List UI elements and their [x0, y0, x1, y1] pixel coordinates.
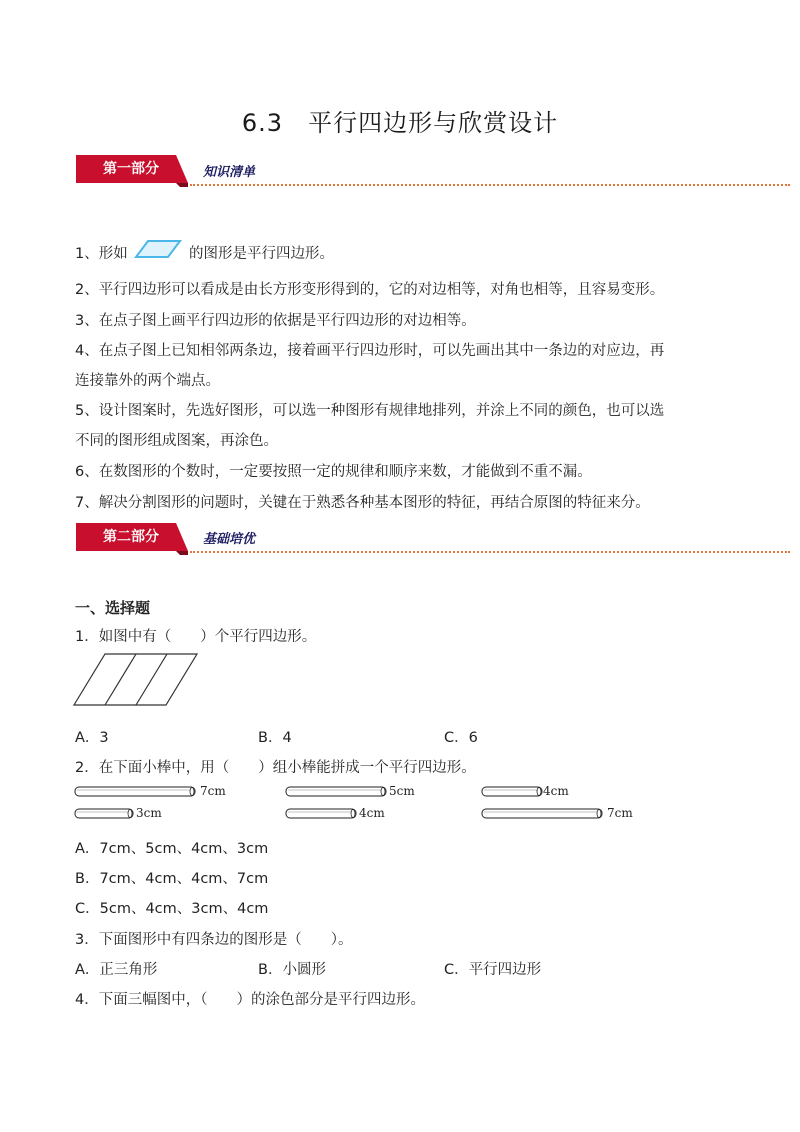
section2-badge — [76, 523, 196, 551]
stick — [285, 786, 389, 798]
question-3-option-a[interactable]: A．正三角形 — [75, 962, 158, 978]
page-title: 6.3 平行四边形与欣赏设计 — [241, 109, 559, 137]
question-1-option-a[interactable]: A．3 — [75, 730, 109, 746]
stick-label: 3cm — [136, 806, 162, 820]
knowledge-item-1-prefix: 1、形如 — [75, 246, 128, 262]
stick-label: 7cm — [200, 784, 226, 798]
section1-badge — [76, 155, 196, 183]
knowledge-item-1-suffix: 的图形是平行四边形。 — [188, 246, 334, 262]
knowledge-item-7: 7、解决分割图形的问题时，关键在于熟悉各种基本图形的特征，再结合原图的特征来分。 — [75, 495, 650, 511]
section1-badge-label: 第一部分 — [103, 161, 159, 177]
question-3-option-b[interactable]: B．小圆形 — [258, 962, 326, 978]
question-1-option-b[interactable]: B．4 — [258, 730, 292, 746]
section2-divider — [190, 551, 790, 553]
question-3-option-c[interactable]: C．平行四边形 — [444, 962, 542, 978]
question-4-stem: 4．下面三幅图中，（ ）的涂色部分是平行四边形。 — [75, 992, 425, 1008]
stick — [74, 786, 198, 798]
question-2-option-b[interactable]: B．7cm、4cm、4cm、7cm — [75, 871, 269, 887]
section1-subtitle: 知识清单 — [203, 165, 256, 180]
question-1-stem: 1．如图中有（ ）个平行四边形。 — [75, 629, 317, 645]
question-3-stem: 3．下面图形中有四条边的图形是（ ）。 — [75, 932, 353, 948]
knowledge-item-5-line1: 5、设计图案时，先选好图形，可以选一种图形有规律地排列，并涂上不同的颜色，也可以选 — [75, 403, 665, 419]
knowledge-item-2: 2、平行四边形可以看成是由长方形变形得到的，它的对边相等，对角也相等，且容易变形。 — [75, 282, 665, 298]
parallelogram-icon — [134, 238, 182, 260]
question-2-option-c[interactable]: C．5cm、4cm、3cm、4cm — [75, 901, 269, 917]
question-2-stem: 2．在下面小棒中，用（ ）组小棒能拼成一个平行四边形。 — [75, 760, 476, 776]
stick-label: 5cm — [389, 784, 415, 798]
knowledge-item-4-line1: 4、在点子图上已知相邻两条边，接着画平行四边形时，可以先画出其中一条边的对应边，再 — [75, 343, 665, 359]
knowledge-item-1 — [75, 238, 334, 264]
section2-badge-label: 第二部分 — [103, 529, 159, 545]
knowledge-item-6: 6、在数图形的个数时，一定要按照一定的规律和顺序来数，才能做到不重不漏。 — [75, 464, 592, 480]
parallelograms-figure — [72, 652, 202, 708]
knowledge-item-4-line2: 连接靠外的两个端点。 — [75, 373, 220, 389]
stick — [74, 808, 136, 820]
part-heading: 一、选择题 — [75, 599, 151, 617]
stick-label: 4cm — [543, 784, 569, 798]
stick-label: 4cm — [359, 806, 385, 820]
stick-label: 7cm — [607, 806, 633, 820]
section2-subtitle: 基础培优 — [203, 532, 256, 547]
knowledge-item-3: 3、在点子图上画平行四边形的依据是平行四边形的对边相等。 — [75, 313, 476, 329]
stick — [481, 786, 545, 798]
stick — [481, 808, 605, 820]
stick — [285, 808, 359, 820]
knowledge-item-5-line2: 不同的图形组成图案，再涂色。 — [75, 433, 278, 449]
question-2-option-a[interactable]: A．7cm、5cm、4cm、3cm — [75, 841, 269, 857]
section1-divider — [190, 184, 790, 186]
question-1-option-c[interactable]: C．6 — [444, 730, 478, 746]
